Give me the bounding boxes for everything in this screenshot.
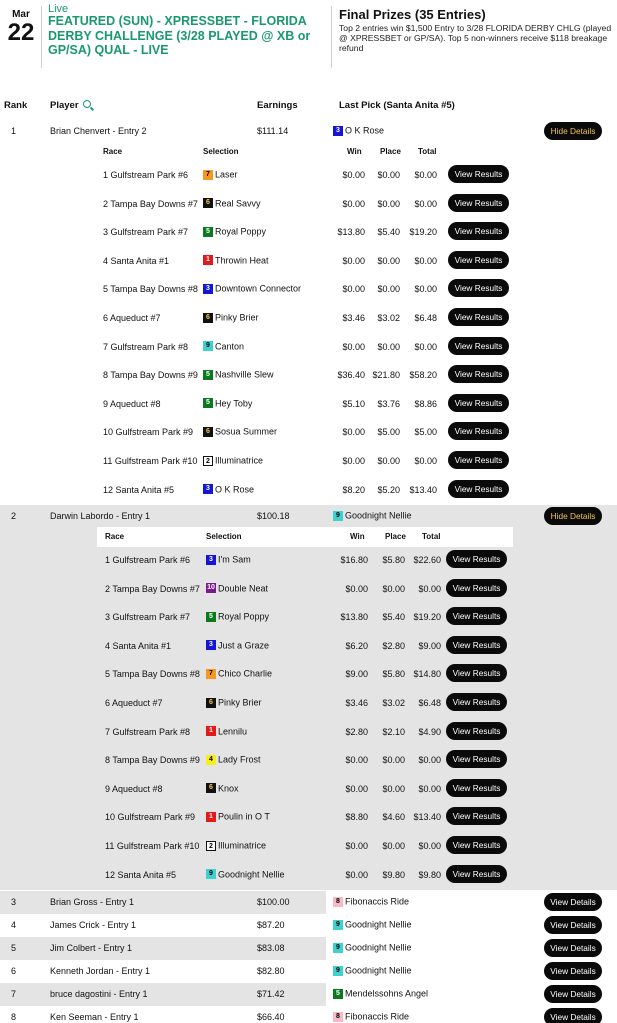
view-results-button[interactable]: View Results [446,550,507,568]
view-results-button[interactable]: View Results [446,807,507,825]
total-amount: $0.00 [414,198,437,209]
tournament-title: FEATURED (SUN) - XPRESSBET - FLORIDA DERBY CHALLENGE (3/28 PLAYED @ XB or GP/SA) QUAL - LIVE [48,14,311,57]
view-results-button[interactable]: View Results [448,165,509,183]
win-amount: $36.40 [337,370,365,381]
win-amount: $13.80 [340,612,368,623]
race-name: 8 Tampa Bay Downs #9 [105,755,200,766]
leaderboard-row-expanded [0,505,617,890]
race-name: 4 Santa Anita #1 [103,255,170,266]
total-amount: $14.80 [413,669,441,680]
total-amount: $13.40 [409,484,437,495]
selection [203,255,269,266]
race-name: 12 Santa Anita #5 [103,484,175,495]
win-amount: $3.46 [342,313,365,323]
rank: 8 [11,1012,17,1022]
view-results-button[interactable]: View Results [448,480,509,498]
race-name: 7 Gulfstream Park #8 [105,726,191,737]
view-results-button[interactable]: View Results [448,222,509,240]
detail-win-header: Win [350,532,365,541]
place-amount: $0.00 [377,341,400,352]
win-amount: $9.00 [345,669,368,680]
selection [203,283,301,294]
detail-selection-header: Selection [203,147,239,156]
view-results-button[interactable]: View Results [448,422,509,440]
selection [206,611,269,622]
post-position-badge: 8 [333,1012,343,1022]
horse-name: Illuminatrice [215,455,264,466]
horse-name: Lennilu [218,726,248,737]
total-amount: $0.00 [418,583,441,594]
rank: 4 [11,920,17,930]
horse-name: Goodnight Nellie [345,919,412,930]
hide-details-button[interactable]: Hide Details [544,122,602,140]
player-name[interactable]: Jim Colbert - Entry 1 [50,943,133,953]
race-name: 8 Tampa Bay Downs #9 [103,370,198,381]
post-position-badge: 2 [206,841,216,851]
race-name: 3 Gulfstream Park #7 [105,612,191,623]
horse-name: Double Neat [218,583,269,594]
race-name: 4 Santa Anita #1 [105,640,172,651]
selection [333,125,384,136]
post-position-badge: 1 [206,812,216,822]
selection [203,312,259,323]
view-results-button[interactable]: View Results [448,279,509,297]
total-amount: $9.00 [418,640,441,651]
horse-name: Knox [218,783,239,794]
win-amount: $0.00 [342,341,365,352]
post-position-badge: 9 [333,511,343,521]
col-player-header [50,100,91,111]
horse-name: Goodnight Nellie [345,965,412,976]
view-results-button[interactable]: View Results [446,750,507,768]
post-position-badge: 6 [203,427,213,437]
view-details-button[interactable]: View Details [544,939,602,957]
total-amount: $0.00 [414,255,437,266]
win-amount: $0.00 [345,583,368,594]
post-position-badge: 2 [203,456,213,466]
view-results-button[interactable]: View Results [446,579,507,597]
post-position-badge: 9 [206,869,216,879]
horse-name: Lady Frost [218,754,261,765]
place-amount: $0.00 [382,755,405,766]
win-amount: $0.00 [345,869,368,880]
selection [333,510,412,521]
post-position-badge: 8 [333,897,343,907]
total-amount: $0.00 [414,170,437,180]
race-name: 9 Aqueduct #8 [105,783,163,794]
earnings: $111.14 [257,126,289,136]
live-status: Live [48,3,69,15]
selection [203,398,252,409]
view-results-button[interactable]: View Results [446,693,507,711]
win-amount: $0.00 [345,841,368,851]
player-name[interactable]: bruce dagostini - Entry 1 [50,989,148,999]
selection [206,668,272,679]
race-name: 10 Gulfstream Park #9 [105,812,196,823]
place-amount: $5.40 [382,612,405,623]
race-name: 3 Gulfstream Park #7 [103,227,189,238]
race-name: 5 Tampa Bay Downs #8 [105,669,200,680]
selection [203,369,274,380]
race-name: 6 Aqueduct #7 [105,698,163,708]
horse-name: Fibonaccis Ride [345,896,410,907]
win-amount: $0.00 [345,783,368,794]
horse-name: Pinky Brier [218,697,262,708]
rank: 1 [11,126,17,136]
view-results-button[interactable]: View Results [446,636,507,654]
leaderboard-row [0,937,617,960]
win-amount: $2.80 [345,726,368,737]
detail-selection-header: Selection [206,532,242,541]
place-amount: $4.60 [382,812,405,823]
horse-name: Royal Poppy [218,611,270,622]
selection [333,988,428,999]
post-position-badge: 3 [206,640,216,650]
selection [206,811,270,822]
final-prizes-title: Final Prizes (35 Entries) [339,7,486,22]
player-name[interactable]: Ken Seeman - Entry 1 [50,1012,139,1022]
rank: 6 [11,966,17,976]
place-amount: $0.00 [377,284,400,295]
horse-name: Chico Charlie [218,669,273,680]
view-results-button[interactable]: View Results [446,865,507,883]
rank: 2 [11,511,17,521]
leaderboard-row [0,1006,617,1023]
total-amount: $6.48 [414,313,437,323]
horse-name: Hey Toby [215,398,253,409]
selection [203,484,254,495]
place-amount: $3.02 [382,698,405,708]
selection [206,840,266,851]
view-details-button[interactable]: View Details [544,916,602,934]
post-position-badge: 10 [207,584,215,592]
earnings: $82.80 [257,966,285,976]
win-amount: $6.20 [345,640,368,651]
leaderboard-row [0,914,617,937]
final-prizes-description: Top 2 entries win $1,500 Entry to 3/28 FLORIDA DERBY CHLG (played @ XPRESSBET or GP/SA). Top 5 non-winners receive $118 breakage refund [339,23,612,53]
total-amount: $0.00 [414,284,437,295]
detail-header-band [97,527,513,547]
col-last-pick-header: Last Pick (Santa Anita #5) [339,100,455,111]
total-amount: $58.20 [409,370,437,381]
post-position-badge: 3 [203,284,213,294]
earnings: $66.40 [257,1012,285,1022]
rank: 3 [11,897,17,907]
win-amount: $0.00 [342,198,365,209]
rank: 5 [11,943,17,953]
selection [333,965,412,976]
place-amount: $5.80 [382,669,405,680]
col-rank-header: Rank [4,100,28,111]
col-earnings-header: Earnings [257,100,298,111]
race-name: 7 Gulfstream Park #8 [103,341,189,352]
horse-name: Goodnight Nellie [345,942,412,953]
view-results-button[interactable]: View Results [448,365,509,383]
race-name: 1 Gulfstream Park #6 [105,555,191,565]
place-amount: $0.00 [377,255,400,266]
search-icon[interactable] [83,100,91,108]
win-amount: $8.80 [345,812,368,823]
horse-name: Pinky Brier [215,312,259,323]
post-position-badge: 7 [203,170,213,180]
place-amount: $0.00 [377,170,400,180]
selection [333,942,412,953]
view-results-button[interactable]: View Results [448,194,509,212]
win-amount: $3.46 [345,698,368,708]
post-position-badge: 5 [206,612,216,622]
post-position-badge: 4 [206,755,216,765]
horse-name: Nashville Slew [215,369,274,380]
view-results-button[interactable]: View Results [446,836,507,854]
win-amount: $0.00 [342,255,365,266]
total-amount: $6.48 [418,698,441,708]
detail-total-header: Total [422,532,441,541]
selection [333,896,409,907]
total-amount: $0.00 [414,341,437,352]
total-amount: $4.90 [418,726,441,737]
place-amount: $0.00 [377,198,400,209]
race-name: 2 Tampa Bay Downs #7 [103,198,198,209]
post-position-badge: 3 [333,126,343,136]
selection [206,640,269,651]
player-name[interactable]: Kenneth Jordan - Entry 1 [50,966,151,976]
view-results-button[interactable]: View Results [446,779,507,797]
player-name[interactable]: James Crick - Entry 1 [50,920,137,930]
selection [206,783,239,794]
detail-win-header: Win [347,147,362,156]
selection [203,455,263,466]
place-amount: $0.00 [377,456,400,466]
place-amount: $3.76 [377,398,400,409]
horse-name: Real Savvy [215,198,261,209]
post-position-badge: 5 [333,989,343,999]
selection [203,198,261,209]
selection [206,554,251,565]
total-amount: $19.20 [413,612,441,623]
win-amount: $0.00 [342,427,365,438]
post-position-badge: 5 [203,398,213,408]
earnings: $87.20 [257,920,285,930]
view-results-button[interactable]: View Results [446,722,507,740]
date-day: 22 [7,19,35,46]
earnings: $100.00 [257,897,290,907]
view-results-button[interactable]: View Results [448,394,509,412]
horse-name: Goodnight Nellie [345,510,412,521]
win-amount: $5.10 [342,398,365,409]
selection [203,426,277,437]
horse-name: O K Rose [215,484,255,495]
selection [206,697,262,708]
post-position-badge: 1 [206,726,216,736]
post-position-badge: 9 [333,943,343,953]
selection [203,226,266,237]
horse-name: I'm Sam [218,554,251,565]
win-amount: $0.00 [342,456,365,466]
post-position-badge: 6 [203,313,213,323]
earnings: $71.42 [257,989,285,999]
total-amount: $0.00 [414,456,437,466]
horse-name: Mendelssohns Angel [345,988,429,999]
post-position-badge: 9 [333,966,343,976]
selection [333,1011,409,1022]
horse-name: Poulin in O T [218,812,270,823]
place-amount: $0.00 [382,783,405,794]
selection [206,726,247,737]
detail-total-header: Total [418,147,437,156]
win-amount: $16.80 [340,555,368,565]
horse-name: Royal Poppy [215,226,267,237]
win-amount: $13.80 [337,227,365,238]
leaderboard-row [0,960,617,983]
place-amount: $9.80 [382,869,405,880]
post-position-badge: 9 [333,920,343,930]
horse-name: Canton [215,341,245,352]
win-amount: $0.00 [342,284,365,295]
race-name: 1 Gulfstream Park #6 [103,170,189,180]
race-name: 11 Gulfstream Park #10 [105,841,200,851]
horse-name: Laser [215,169,238,180]
post-position-badge: 5 [203,370,213,380]
player-name[interactable]: Brian Chenvert - Entry 2 [50,126,147,136]
total-amount: $8.86 [414,398,437,409]
earnings: $100.18 [257,511,290,521]
post-position-badge: 6 [206,783,216,793]
post-position-badge: 1 [203,255,213,265]
total-amount: $19.20 [409,227,437,238]
total-amount: $5.00 [414,427,437,438]
horse-name: Sosua Summer [215,427,278,438]
race-name: 10 Gulfstream Park #9 [103,427,194,438]
place-amount: $5.00 [377,427,400,438]
selection [206,869,285,880]
race-name: 9 Aqueduct #8 [103,398,161,409]
date-badge [5,9,37,45]
win-amount: $0.00 [345,755,368,766]
total-amount: $9.80 [418,869,441,880]
race-name: 12 Santa Anita #5 [105,869,177,880]
leaderboard-row [0,891,617,914]
leaderboard-row-expanded [0,120,617,505]
view-results-button[interactable]: View Results [448,337,509,355]
divider [41,6,42,68]
selection [203,169,238,180]
view-details-button[interactable]: View Details [544,985,602,1003]
divider [331,6,332,68]
view-details-button[interactable]: View Details [544,962,602,980]
post-position-badge: 3 [206,555,216,565]
place-amount: $5.40 [377,227,400,238]
horse-name: Just a Graze [218,640,270,651]
win-amount: $0.00 [342,170,365,180]
total-amount: $13.40 [413,812,441,823]
view-results-button[interactable]: View Results [446,607,507,625]
detail-place-header: Place [385,532,406,541]
place-amount: $0.00 [382,841,405,851]
post-position-badge: 7 [206,669,216,679]
post-position-badge: 6 [203,198,213,208]
place-amount: $3.02 [377,313,400,323]
post-position-badge: 5 [203,227,213,237]
horse-name: Illuminatrice [218,840,267,851]
player-name[interactable]: Darwin Labordo - Entry 1 [50,511,151,521]
tournament-header [0,0,617,80]
view-details-button[interactable]: View Details [544,893,602,911]
race-name: 5 Tampa Bay Downs #8 [103,284,198,295]
view-results-button[interactable]: View Results [448,451,509,469]
view-details-button[interactable]: View Details [544,1008,602,1023]
place-amount: $0.00 [382,583,405,594]
horse-name: Throwin Heat [215,255,269,266]
post-position-badge: 6 [206,698,216,708]
total-amount: $22.60 [413,555,441,565]
place-amount: $5.20 [377,484,400,495]
post-position-badge: 9 [203,341,213,351]
selection [203,341,244,352]
place-amount: $5.80 [382,555,405,565]
hide-details-button[interactable]: Hide Details [544,507,602,525]
selection [206,754,261,765]
total-amount: $0.00 [418,783,441,794]
earnings: $83.08 [257,943,285,953]
win-amount: $8.20 [342,484,365,495]
view-results-button[interactable]: View Results [448,308,509,326]
horse-name: Fibonaccis Ride [345,1011,410,1022]
rank: 7 [11,989,17,999]
horse-name: O K Rose [345,125,385,136]
detail-place-header: Place [380,147,401,156]
race-name: 11 Gulfstream Park #10 [103,456,198,466]
view-results-button[interactable]: View Results [446,664,507,682]
col-player-label: Player [50,100,79,111]
view-results-button[interactable]: View Results [448,251,509,269]
place-amount: $21.80 [372,370,400,381]
place-amount: $2.10 [382,726,405,737]
place-amount: $2.80 [382,640,405,651]
total-amount: $0.00 [418,755,441,766]
detail-race-header: Race [103,147,123,156]
horse-name: Goodnight Nellie [218,869,285,880]
selection [206,583,268,594]
player-name[interactable]: Brian Gross - Entry 1 [50,897,135,907]
total-amount: $0.00 [418,841,441,851]
selection [333,919,412,930]
leaderboard-row [0,983,617,1006]
horse-name: Downtown Connector [215,284,302,295]
detail-race-header: Race [105,532,125,541]
race-name: 2 Tampa Bay Downs #7 [105,583,200,594]
date-month: Mar [12,9,30,20]
race-name: 6 Aqueduct #7 [103,313,161,323]
post-position-badge: 3 [203,484,213,494]
